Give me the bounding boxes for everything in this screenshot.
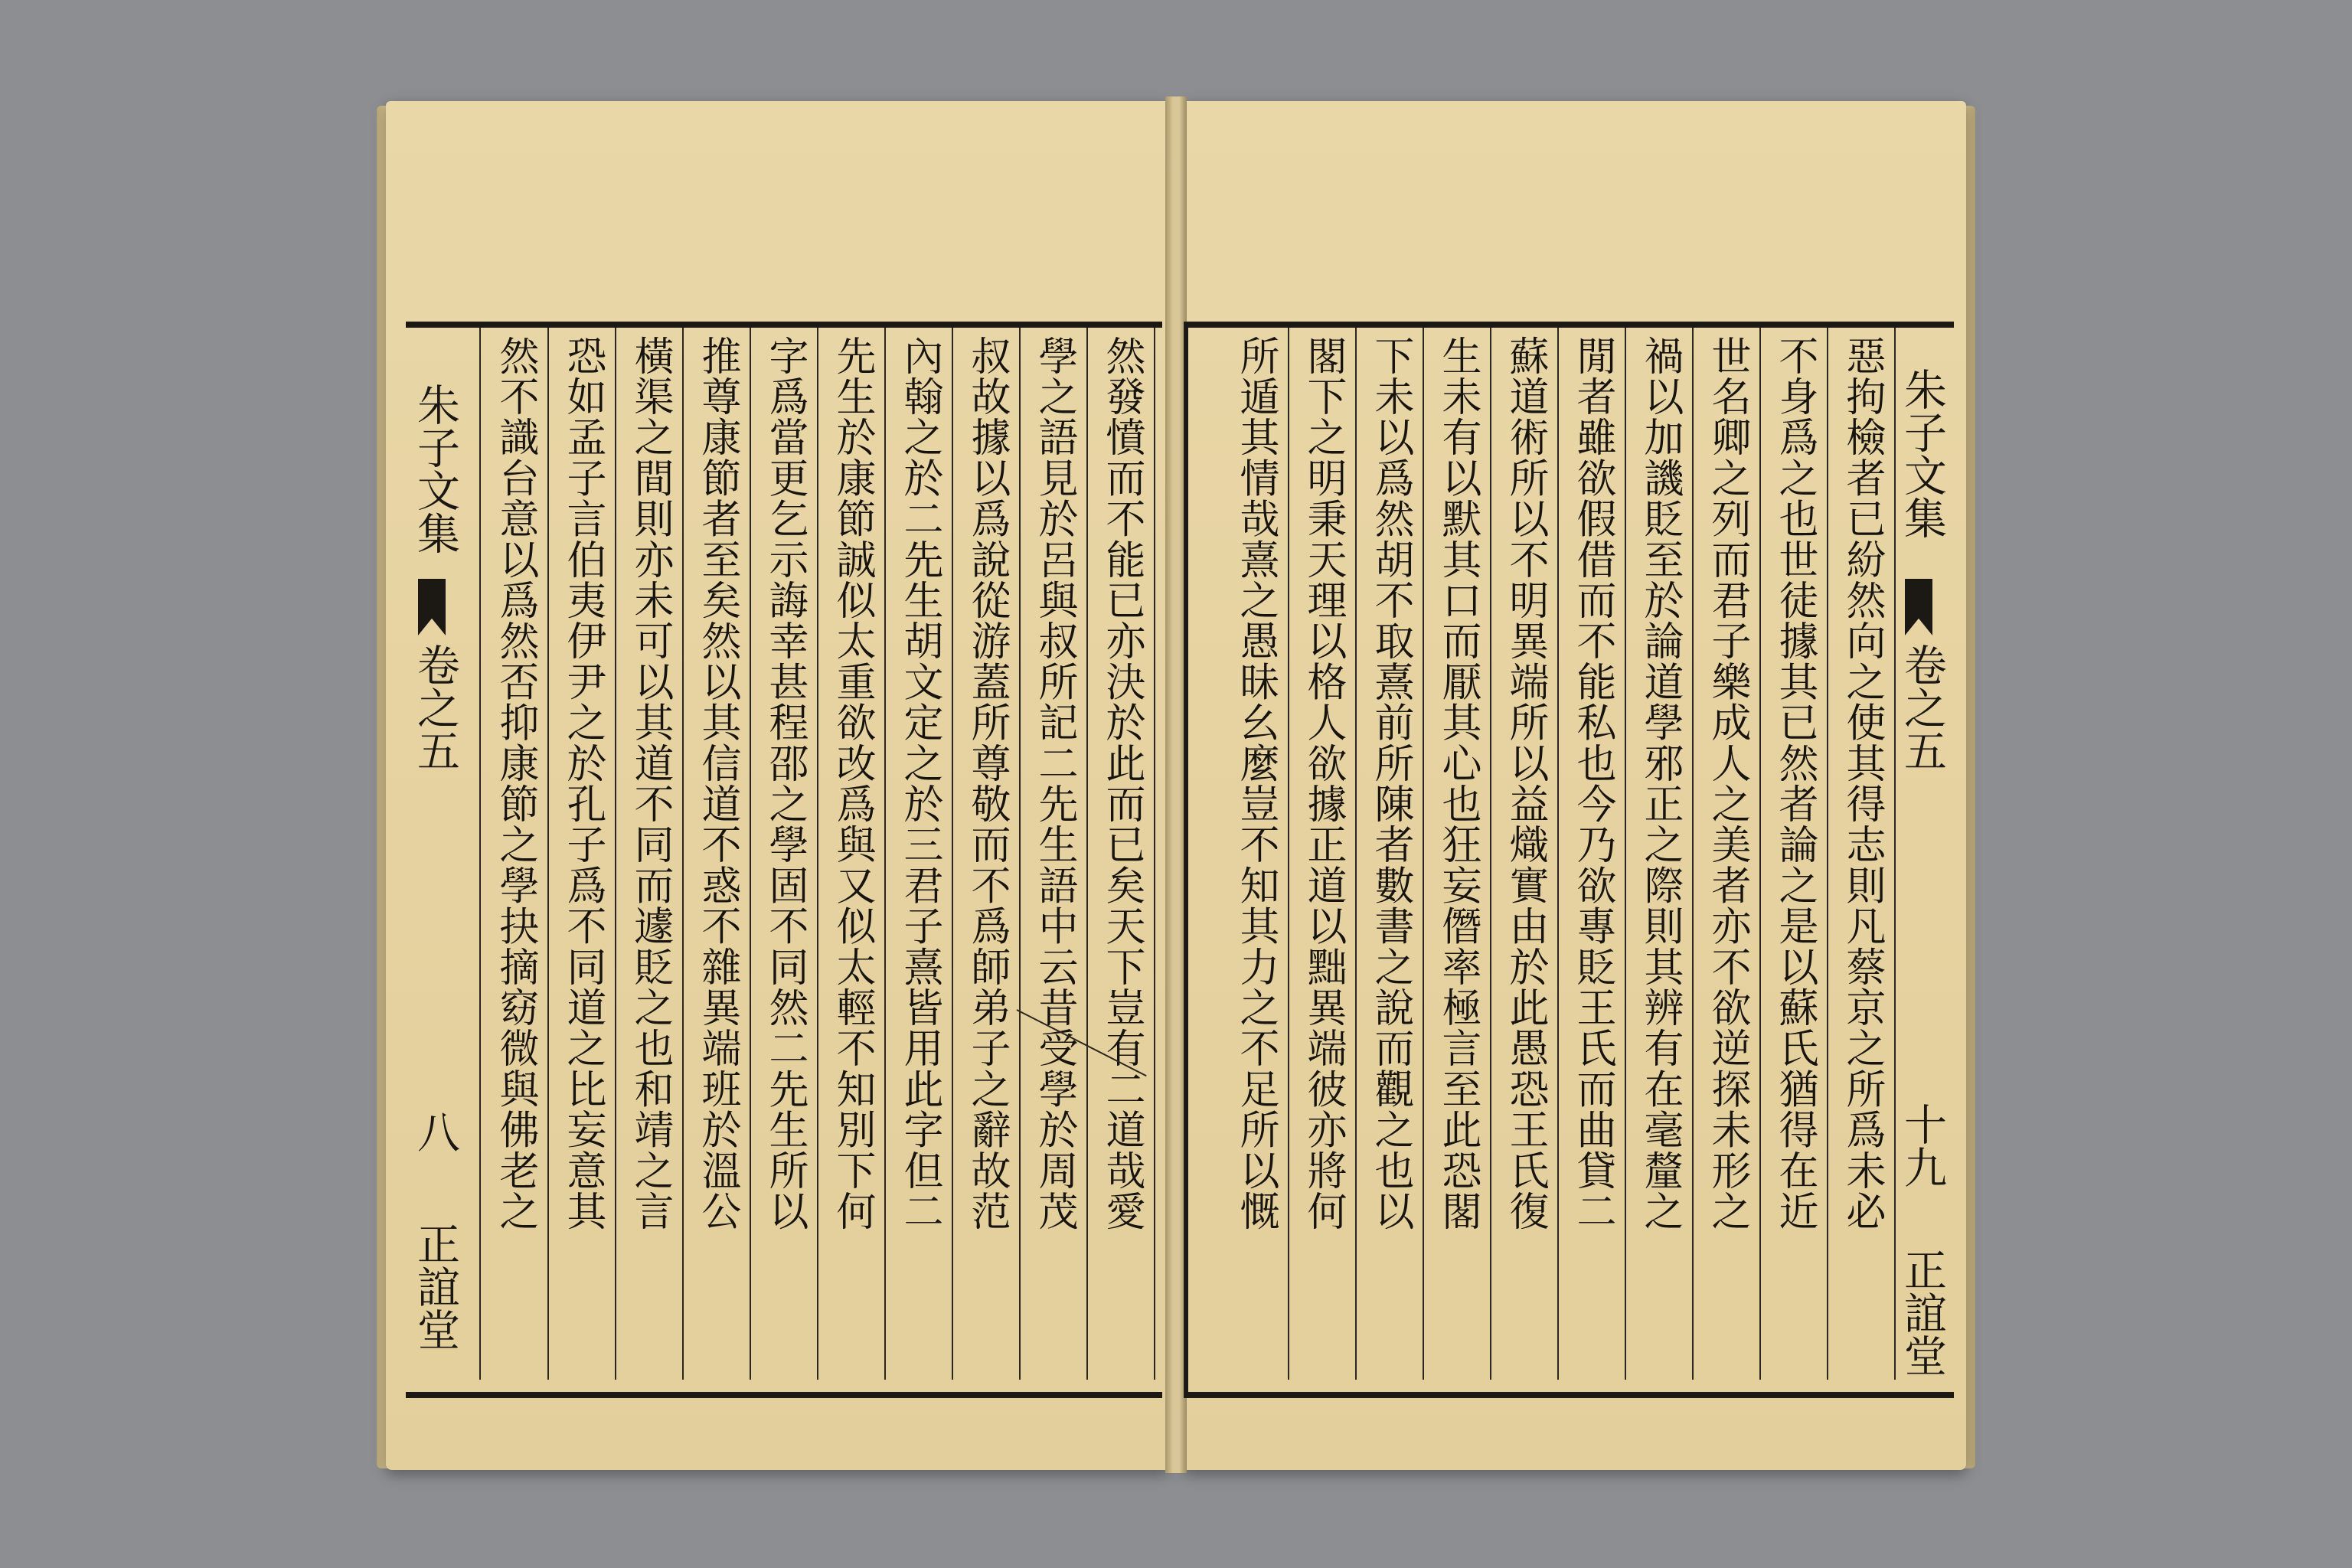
left-text-column: 橫渠之間則亦未可以其道不同而遽貶之也和靖之言 bbox=[627, 335, 673, 1232]
column-rule bbox=[884, 328, 886, 1380]
column-rule bbox=[1557, 328, 1559, 1380]
left-margin-title: 朱子文集 bbox=[410, 383, 460, 554]
right-text-column: 閒者雖欲假借而不能私也今乃欲專貶王氏而曲貸二 bbox=[1570, 335, 1615, 1232]
column-rule bbox=[1423, 328, 1424, 1380]
right-text-column: 所遁其情哉熹之愚昧幺麼豈不知其力之不足所以慨 bbox=[1233, 335, 1279, 1232]
column-rule bbox=[547, 328, 549, 1380]
column-rule bbox=[1355, 328, 1357, 1380]
right-text-column: 惡拘檢者已紛然向之使其得志則凡蔡京之所爲未必 bbox=[1839, 335, 1885, 1232]
right-text-column: 禍以加譏貶至於論道學邪正之際則其辨有在毫釐之 bbox=[1637, 335, 1683, 1232]
right-margin-volume: 卷之五 bbox=[1897, 643, 1947, 772]
left-text-column: 然不識台意以爲然否抑康節之學抉摘窈微與佛老之 bbox=[492, 335, 538, 1232]
right-text-column: 不身爲之也世徒據其已然者論之是以蘇氏猶得在近 bbox=[1772, 335, 1818, 1232]
right-text-column: 生未有以默其口而厭其心也狂妄僭率極言至此恐閣 bbox=[1435, 335, 1481, 1232]
column-rule bbox=[1894, 328, 1896, 1380]
right-text-column: 下未以爲然胡不取熹前所陳者數書之說而觀之也以 bbox=[1367, 335, 1413, 1232]
left-text-column: 恐如孟子言伯夷伊尹之於孔子爲不同道之比妄意其 bbox=[560, 335, 606, 1232]
left-margin-folio: 八 bbox=[410, 1110, 460, 1153]
left-text-column: 字爲當更乞示誨幸甚程邵之學固不同然二先生所以 bbox=[762, 335, 808, 1232]
right-margin-folio: 十九 bbox=[1897, 1102, 1947, 1188]
left-text-column: 先生於康節誠似太重欲改爲與又似太輕不知別下何 bbox=[829, 335, 875, 1232]
left-text-column: 學之語見於呂與叔所記二先生語中云昔受學於周茂 bbox=[1031, 335, 1077, 1232]
column-rule bbox=[750, 328, 751, 1380]
column-rule bbox=[817, 328, 818, 1380]
column-rule bbox=[1019, 328, 1021, 1380]
left-text-column: 叔故據以爲說從游蓋所尊敬而不爲師弟子之辭故范 bbox=[964, 335, 1010, 1232]
left-text-column: 內翰之於二先生胡文定之於三君子熹皆用此字但二 bbox=[897, 335, 942, 1232]
right-text-column: 蘇道術所以不明異端所以益熾實由於此愚恐王氏復 bbox=[1502, 335, 1548, 1232]
column-rule bbox=[952, 328, 953, 1380]
column-rule bbox=[1827, 328, 1828, 1380]
left-text-column: 推尊康節者至矣然以其信道不惑不雜異端班於溫公 bbox=[694, 335, 740, 1232]
column-rule bbox=[682, 328, 684, 1380]
column-rule bbox=[1692, 328, 1694, 1380]
column-rule bbox=[1759, 328, 1761, 1380]
column-rule bbox=[1288, 328, 1289, 1380]
right-text-column: 世名卿之列而君子樂成人之美者亦不欲逆探未形之 bbox=[1704, 335, 1750, 1232]
column-rule bbox=[1490, 328, 1491, 1380]
right-text-column: 閣下之明秉天理以格人欲據正道以黜異端彼亦將何 bbox=[1300, 335, 1346, 1232]
left-margin-volume: 卷之五 bbox=[410, 643, 460, 772]
left-text-column: 然發憤而不能已亦決於此而已矣天下豈有二道哉愛 bbox=[1099, 335, 1145, 1232]
column-rule bbox=[479, 328, 481, 1380]
column-rule bbox=[615, 328, 616, 1380]
right-margin-title: 朱子文集 bbox=[1897, 368, 1947, 539]
column-rule bbox=[1086, 328, 1088, 1380]
column-rule bbox=[1154, 328, 1155, 1380]
left-margin-publisher: 正誼堂 bbox=[410, 1222, 460, 1351]
column-rule bbox=[1625, 328, 1626, 1380]
right-margin-publisher: 正誼堂 bbox=[1897, 1248, 1947, 1377]
